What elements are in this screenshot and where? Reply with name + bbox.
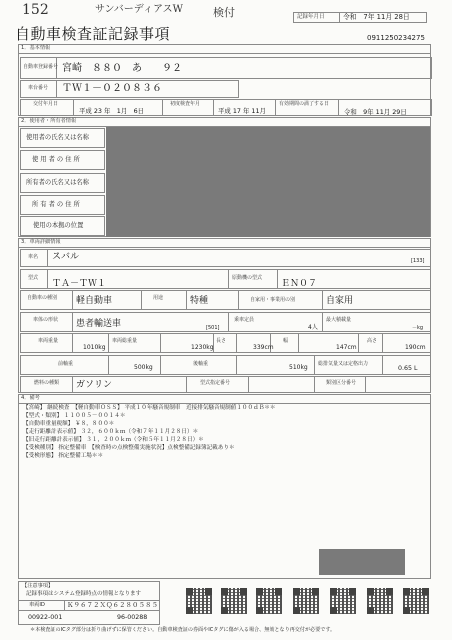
remark-line: 【型式・類別】 １１００５－００１４＊ xyxy=(23,413,126,419)
length-label: 長さ xyxy=(216,338,227,344)
displacement-value: 0.65 L xyxy=(398,365,418,372)
rule xyxy=(275,99,276,116)
fuel-value: ガソリン xyxy=(76,380,113,390)
rule xyxy=(228,312,229,332)
maxload-label: 最大積載量 xyxy=(326,317,352,323)
qr-code-1 xyxy=(186,588,212,614)
engine-label: 原動機の型式 xyxy=(232,275,263,281)
maker-code: [133] xyxy=(411,258,425,264)
rule xyxy=(64,600,65,610)
redacted-block xyxy=(106,127,430,237)
type-designation-label: 型式指定番号 xyxy=(200,380,231,386)
rule xyxy=(162,99,163,116)
notice-body: 記録事項はシステム登録時点の情報となります xyxy=(26,591,141,597)
height-label: 高さ xyxy=(367,338,378,344)
category-label: 類別区分番号 xyxy=(326,380,357,386)
handwritten-number: 152 xyxy=(22,2,49,18)
rear-axle-value: 510kg xyxy=(289,364,308,371)
axle-row xyxy=(20,355,431,375)
section-vehicle-heading: 3．車両詳細情報 xyxy=(21,239,61,245)
rule xyxy=(277,269,278,289)
rule xyxy=(18,53,431,54)
engine-value: ＥＮ０７ xyxy=(281,279,318,289)
remark-line: 【旧走行距離計表示値】 ３１，２００ｋｍ（令和５年１１月２８日）＊ xyxy=(23,437,204,443)
chassis-label: 車台番号 xyxy=(28,85,49,91)
qr-code-4 xyxy=(293,588,319,614)
rule xyxy=(186,376,187,393)
remark-line: 【宮崎】 継続検査 【軽自動車ＯＳＳ】 平成１０年騒音規制車 近接排気騒音規制値１００ｄＢ＊＊ xyxy=(23,405,276,411)
weight-label: 車両重量 xyxy=(38,338,59,344)
rule xyxy=(72,333,73,353)
rule xyxy=(314,376,315,393)
rule xyxy=(18,610,160,611)
section-basic-heading: 1．基本情報 xyxy=(21,45,51,51)
section-remarks-heading: 4．備考 xyxy=(21,395,40,401)
vehicle-id-value: Ｋ９６７２ＸＱ６２８０５８５ xyxy=(67,601,158,609)
record-date-value: 令和 7年 11月 28日 xyxy=(343,13,410,21)
kind-label: 自動車の種別 xyxy=(27,295,58,301)
rule xyxy=(186,290,187,310)
maker-label: 車名 xyxy=(28,254,39,260)
rule xyxy=(314,355,315,375)
capacity-value: 4人 xyxy=(308,324,318,331)
rule xyxy=(213,99,214,116)
remark-line: 【受検形態】 指定整備工場＊＊ xyxy=(23,453,104,459)
rule xyxy=(108,355,109,375)
rear-axle-label: 後軸重 xyxy=(193,361,209,367)
width-value: 147cm xyxy=(336,344,357,351)
maker-value: スバル xyxy=(52,252,80,262)
code-right: 96-00288 xyxy=(117,614,148,621)
rule xyxy=(72,376,73,393)
section-user-heading: 2．使用者・所有者情報 xyxy=(21,118,77,124)
body-value: 患者輸送車 xyxy=(76,319,122,329)
use-label: 用途 xyxy=(153,295,164,301)
owner-address-label: 所 有 者 の 住 所 xyxy=(32,201,80,208)
qr-code-3 xyxy=(256,588,282,614)
remark-line: 【走行距離計表示値】 ３２，６００ｋｍ（令和７年１１月２８日）＊ xyxy=(23,429,199,435)
base-location-label: 使用の本拠の位置 xyxy=(33,222,84,229)
rule xyxy=(322,290,323,310)
gross-weight-value: 1230kg xyxy=(191,344,214,351)
qr-code-2 xyxy=(221,588,247,614)
user-address-label: 使 用 者 の 住 所 xyxy=(32,156,80,163)
rule xyxy=(236,355,237,375)
rule xyxy=(73,99,74,116)
handwritten-note: 検付 xyxy=(213,6,235,19)
rule xyxy=(322,312,323,332)
rule xyxy=(358,333,359,353)
footer-note: ＊本検査証のICタグ部分は折り曲げずに保管ください。自動車検査証の券面やICタグに傷が入る場合、無効となり再交付が必要です。 xyxy=(30,627,336,633)
rule xyxy=(365,376,366,393)
front-axle-value: 500kg xyxy=(134,364,153,371)
rule xyxy=(238,290,239,310)
notice-title: 【注意事項】 xyxy=(22,583,54,589)
remark-line: 【自動車重量税額】 ￥８，８００＊ xyxy=(23,421,115,427)
model-value: ＴＡ－ＴＷ１ xyxy=(52,279,107,289)
use-value: 特種 xyxy=(190,296,209,306)
maker-row xyxy=(20,249,431,267)
rule xyxy=(248,376,249,393)
qr-code-7 xyxy=(403,588,429,614)
rule xyxy=(236,333,237,353)
body-label: 車体の形状 xyxy=(33,317,59,323)
reg-number-label: 自動車登録番号 xyxy=(23,64,59,70)
rule xyxy=(298,333,299,353)
rule xyxy=(72,312,73,332)
purpose-value: 自家用 xyxy=(326,296,354,306)
rule xyxy=(47,269,48,289)
front-axle-label: 前軸重 xyxy=(58,361,74,367)
reg-number-value: 宮崎 ８８０ あ ９２ xyxy=(62,63,182,74)
displacement-label: 総排気量又は定格出力 xyxy=(318,361,369,367)
fuel-label: 燃料の種類 xyxy=(34,380,60,386)
body-code: [501] xyxy=(206,325,220,331)
rule xyxy=(72,290,73,310)
code-left: 00922-001 xyxy=(28,614,63,621)
expiry-value: 令和 9年 11月 29日 xyxy=(344,108,407,116)
weight-value: 1010kg xyxy=(83,344,106,351)
issue-date-label: 交付年月日 xyxy=(33,101,59,107)
qr-code-5 xyxy=(330,588,356,614)
kind-value: 軽自動車 xyxy=(76,296,113,306)
rule xyxy=(18,403,431,404)
qr-code-6 xyxy=(367,588,393,614)
height-value: 190cm xyxy=(405,344,426,351)
rule xyxy=(18,247,431,248)
user-name-label: 使用者の氏名又は名称 xyxy=(26,134,89,141)
rule xyxy=(338,99,339,116)
purpose-label: 自家用・事業用の別 xyxy=(250,297,296,303)
rule xyxy=(47,249,48,267)
maxload-value: －kg xyxy=(412,325,424,331)
rule xyxy=(382,333,383,353)
rule xyxy=(382,355,383,375)
rule xyxy=(141,290,142,310)
owner-name-label: 所有者の氏名又は名称 xyxy=(26,179,89,186)
rule xyxy=(160,355,161,375)
capacity-label: 乗車定員 xyxy=(234,317,255,323)
length-value: 339cm xyxy=(253,344,274,351)
serial-number: 0911250234275 xyxy=(367,34,425,42)
rule xyxy=(228,269,229,289)
rule xyxy=(108,333,109,353)
model-label: 型式 xyxy=(28,275,39,281)
vehicle-id-label: 車両ID xyxy=(29,602,45,608)
handwritten-car-name: サンバーディアスW xyxy=(95,4,183,15)
gross-weight-label: 車両総重量 xyxy=(112,338,138,344)
expiry-label: 有効期間の満了する日 xyxy=(279,101,330,107)
first-inspection-value: 平成 17 年 11月 xyxy=(218,107,266,115)
record-date-label: 記録年月日 xyxy=(297,14,325,20)
redacted-block xyxy=(319,549,405,575)
record-date-divider xyxy=(339,12,340,23)
rule xyxy=(160,333,161,353)
issue-date-value: 平成 23 年 1月 6日 xyxy=(79,107,145,115)
chassis-value: ＴＷ１－０２０８３６ xyxy=(62,83,162,94)
width-label: 幅 xyxy=(283,338,289,344)
remark-line: 【受検種別】 指定整備車 【検査時の点検整備実施状況】点検整備記録簿記載あり＊ xyxy=(23,445,235,451)
first-inspection-label: 初度検査年月 xyxy=(170,101,201,107)
page-title: 自動車検査証記録事項 xyxy=(15,25,171,43)
rule xyxy=(56,80,57,98)
